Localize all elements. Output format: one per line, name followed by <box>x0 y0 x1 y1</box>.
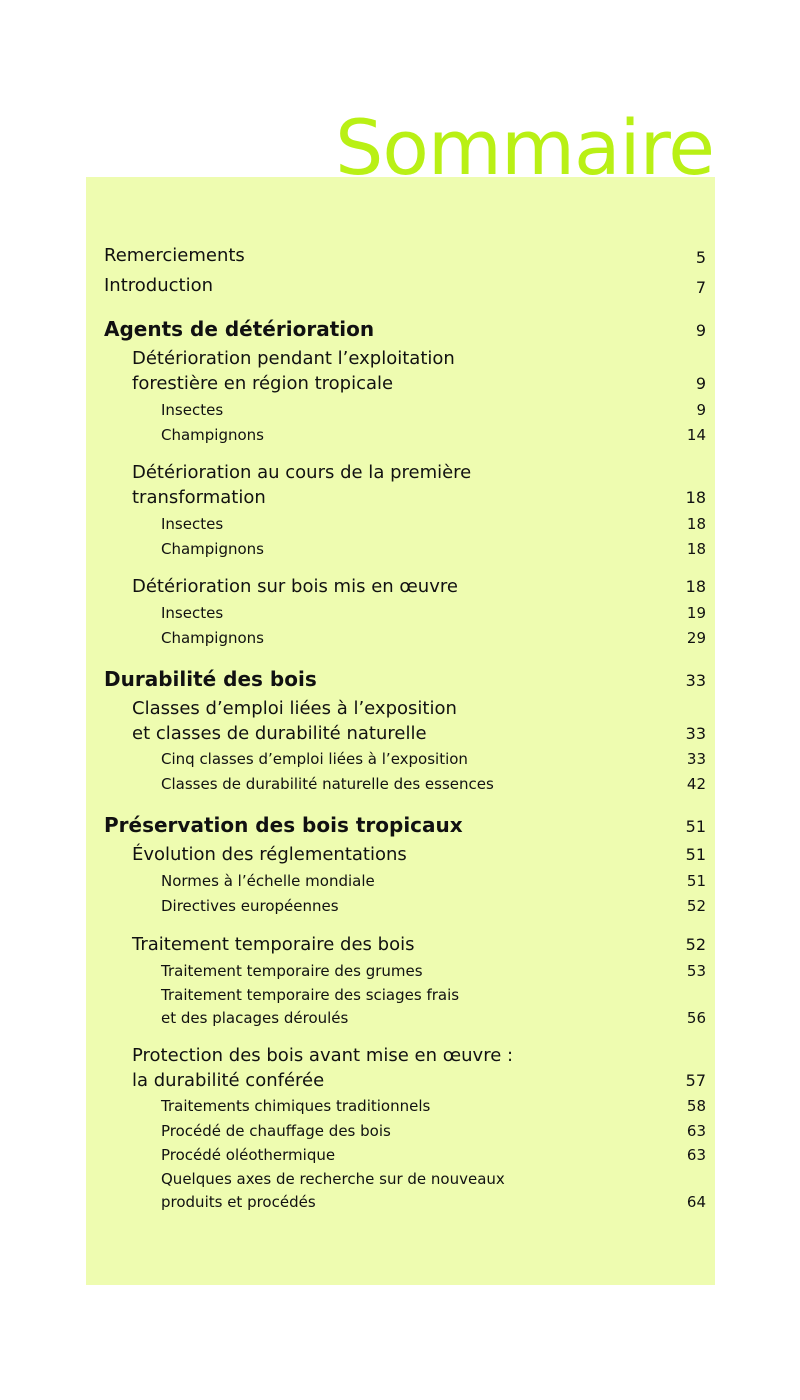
toc-entry[interactable] <box>104 272 706 300</box>
toc-subsection-label: Traitement temporaire des grumes <box>161 962 423 980</box>
toc-section[interactable] <box>104 696 706 746</box>
toc-subsection[interactable] <box>104 960 706 983</box>
toc-section[interactable] <box>104 842 706 867</box>
toc-section-label: Protection des bois avant mise en œuvre : la durabilité conférée <box>132 1045 514 1091</box>
toc-section-page: 52 <box>685 935 706 954</box>
toc-section-label: Évolution des réglementations <box>132 844 407 865</box>
toc-section-label: Détérioration pendant l’exploitation forestière en région tropicale <box>132 348 455 394</box>
toc-subsection[interactable] <box>104 538 706 561</box>
toc-section-page: 18 <box>685 488 706 507</box>
toc-subsection-page: 9 <box>696 401 706 419</box>
toc-entry-page: 5 <box>695 248 706 267</box>
toc-subsection-label: Cinq classes d’emploi liées à l’exposition <box>161 750 468 768</box>
toc-subsection[interactable] <box>104 984 706 1030</box>
toc-subsection[interactable] <box>104 424 706 447</box>
toc-section-label: Détérioration sur bois mis en œuvre <box>132 576 458 597</box>
toc-subsection-page: 53 <box>686 962 706 980</box>
toc-section-label: Traitement temporaire des bois <box>132 934 415 955</box>
toc-subsection-page: 63 <box>686 1146 706 1164</box>
toc-subsection[interactable] <box>104 627 706 650</box>
toc-entry-label: Introduction <box>104 275 214 296</box>
toc-entry[interactable] <box>104 242 706 270</box>
toc-subsection[interactable] <box>104 513 706 536</box>
toc-subsection-label: Procédé oléothermique <box>161 1146 336 1164</box>
toc-chapter-label: Durabilité des bois <box>104 667 317 691</box>
toc-subsection-label: Champignons <box>161 629 265 647</box>
toc-subsection-label: Traitements chimiques traditionnels <box>161 1097 431 1115</box>
toc-subsection-label: Directives européennes <box>161 897 339 915</box>
toc-subsection-label: Normes à l’échelle mondiale <box>161 872 375 890</box>
toc-subsection[interactable] <box>104 602 706 625</box>
toc-subsection[interactable] <box>104 773 706 796</box>
page-title: Sommaire <box>335 103 714 192</box>
toc-subsection[interactable] <box>104 748 706 771</box>
toc-section-page: 57 <box>685 1071 706 1090</box>
toc-chapter-page: 51 <box>685 817 706 836</box>
toc-chapter-page: 9 <box>695 321 706 340</box>
toc-subsection-page: 52 <box>686 897 706 915</box>
toc-section-label: Classes d’emploi liées à l’exposition et classes de durabilité naturelle <box>132 698 457 744</box>
toc-subsection[interactable] <box>104 1144 706 1167</box>
toc-subsection-label: Traitement temporaire des sciages frais et des placages déroulés <box>161 986 460 1027</box>
toc-section[interactable] <box>104 574 706 599</box>
toc-subsection[interactable] <box>104 1168 706 1214</box>
toc-section-page: 18 <box>685 577 706 596</box>
toc-subsection-label: Insectes <box>161 515 224 533</box>
toc-entry-page: 7 <box>695 278 706 297</box>
toc-subsection-page: 58 <box>686 1097 706 1115</box>
toc-section[interactable] <box>104 346 706 396</box>
toc-section[interactable] <box>104 932 706 957</box>
toc-section-page: 9 <box>695 374 706 393</box>
toc-entry-label: Remerciements <box>104 245 245 266</box>
toc-subsection-page: 19 <box>686 604 706 622</box>
toc-subsection[interactable] <box>104 870 706 893</box>
toc-subsection-page: 51 <box>686 872 706 890</box>
toc-chapter-label: Préservation des bois tropicaux <box>104 813 463 837</box>
toc-subsection-label: Procédé de chauffage des bois <box>161 1122 391 1140</box>
toc-subsection-page: 63 <box>686 1122 706 1140</box>
toc-subsection-page: 18 <box>686 515 706 533</box>
toc-subsection-page: 14 <box>686 426 706 444</box>
toc-subsection-label: Quelques axes de recherche sur de nouveaux produits et procédés <box>161 1170 505 1211</box>
toc-chapter[interactable] <box>104 665 706 693</box>
toc-section-page: 51 <box>685 845 706 864</box>
toc-subsection-label: Insectes <box>161 604 224 622</box>
toc-section[interactable] <box>104 1043 706 1093</box>
toc-subsection[interactable] <box>104 399 706 422</box>
toc-subsection-label: Insectes <box>161 401 224 419</box>
toc-chapter-label: Agents de détérioration <box>104 317 375 341</box>
toc-subsection[interactable] <box>104 895 706 918</box>
toc-section-label: Détérioration au cours de la première transformation <box>132 462 472 508</box>
toc-subsection-label: Classes de durabilité naturelle des essences <box>161 775 494 793</box>
toc-subsection-page: 18 <box>686 540 706 558</box>
toc-subsection-label: Champignons <box>161 426 265 444</box>
toc-chapter[interactable] <box>104 811 706 839</box>
toc-chapter-page: 33 <box>685 671 706 690</box>
toc-chapter[interactable] <box>104 315 706 343</box>
toc-subsection-label: Champignons <box>161 540 265 558</box>
toc-section-page: 33 <box>685 724 706 743</box>
toc-subsection-page: 29 <box>686 629 706 647</box>
toc-subsection-page: 42 <box>686 775 706 793</box>
toc-section[interactable] <box>104 460 706 510</box>
toc-subsection-page: 33 <box>686 750 706 768</box>
toc-subsection-page: 56 <box>686 1009 706 1027</box>
toc-subsection[interactable] <box>104 1095 706 1118</box>
toc-subsection[interactable] <box>104 1120 706 1143</box>
toc-subsection-page: 64 <box>686 1193 706 1211</box>
